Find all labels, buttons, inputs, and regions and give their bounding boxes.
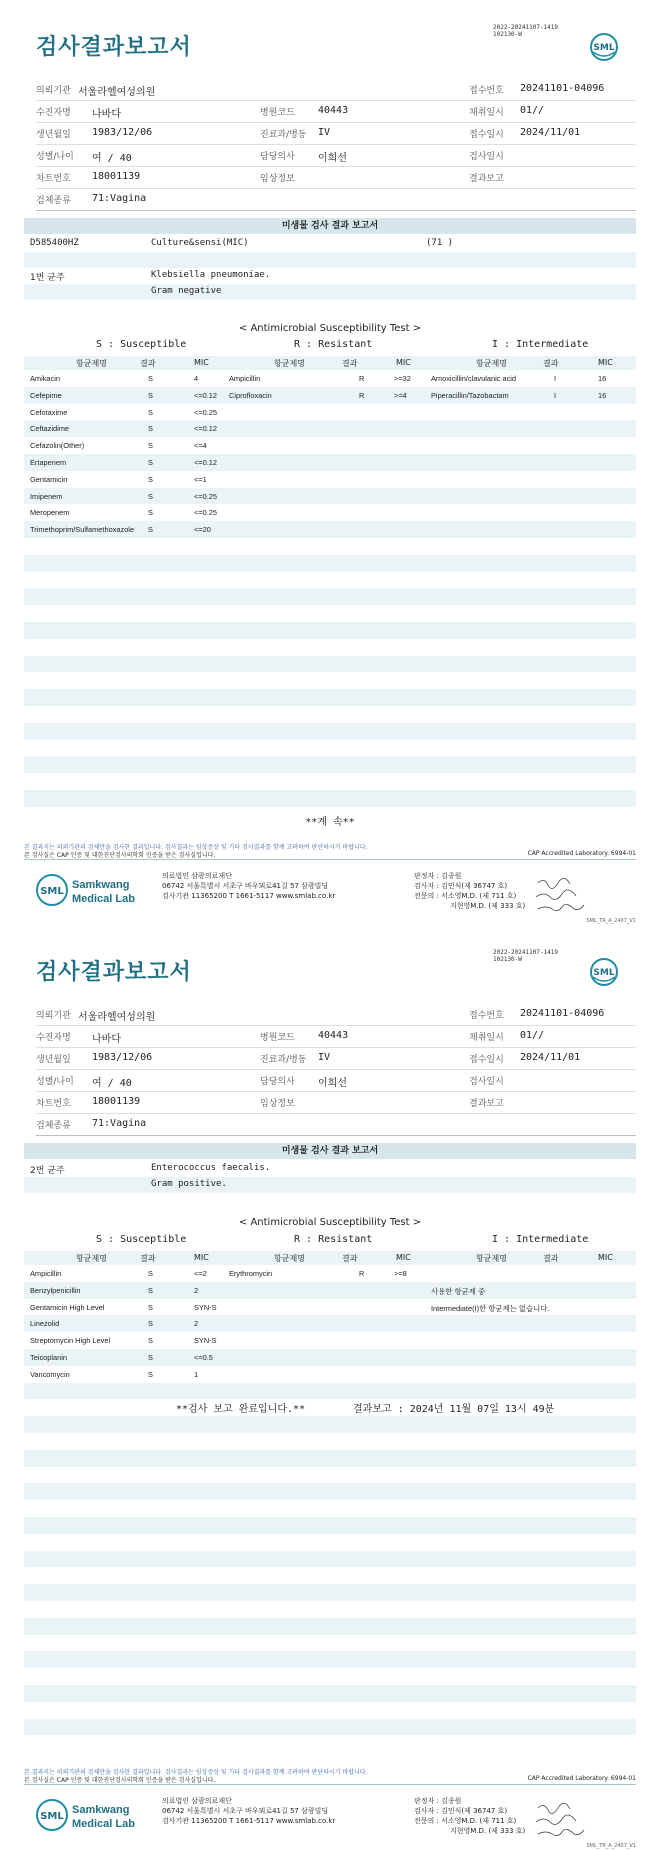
patient-value: 나바다	[92, 109, 121, 120]
blank-line	[24, 252, 636, 268]
ast-result-cell: S	[148, 508, 153, 518]
table-row	[24, 454, 636, 471]
addr-line-2: 06742 서울특별시 서초구 바우뫼로41길 57 삼광빌딩	[162, 882, 329, 890]
col-result-1: 결과	[140, 359, 156, 368]
ast-note: Intermediate(I)한 항균제는 없습니다.	[431, 1303, 550, 1313]
col-mic-2: MIC	[396, 358, 411, 367]
receipt-label: 접수번호	[469, 86, 504, 96]
receipt-value: 20241101-04096	[520, 83, 605, 94]
organism-name: Klebsiella pneumoniae.	[151, 270, 271, 280]
addr-line-3: 검사기관 11365200 T 1661-5117 www.smlab.co.kr	[162, 1817, 336, 1825]
birth-label: 생년월일	[36, 1055, 71, 1065]
col-result-1: 결과	[140, 1254, 156, 1263]
legend-resistant: R : Resistant	[294, 1234, 373, 1245]
table-row	[24, 1702, 636, 1719]
sml-footer-logo-icon	[34, 870, 146, 912]
blank-line	[24, 300, 636, 316]
table-row	[24, 1735, 636, 1752]
ast-mic-cell: <=20	[194, 525, 211, 535]
ast-mic-cell: 16	[598, 374, 607, 383]
chart-label: 차트번호	[36, 1099, 71, 1109]
col-drug-2: 항균제명	[274, 359, 305, 368]
chart-label: 차트번호	[36, 174, 71, 184]
table-row	[24, 1450, 636, 1467]
footer-logo-text: SML	[40, 1811, 64, 1822]
doc-number-line2: 102130-W	[493, 956, 522, 963]
patient-label: 수진자명	[36, 1033, 71, 1043]
table-row	[24, 488, 636, 505]
ast-result-cell: S	[148, 424, 153, 434]
col-mic-3: MIC	[598, 358, 613, 367]
sexage-value: 여 / 40	[92, 1078, 132, 1089]
table-row	[24, 689, 636, 706]
report-title: 검사결과보고서	[36, 35, 192, 60]
received-value: 2024/11/01	[520, 1052, 581, 1063]
info-row	[36, 145, 636, 167]
ast-drug-cell: Ampicillin	[229, 374, 261, 383]
ast-result-cell: S	[148, 1336, 153, 1346]
receipt-value: 20241101-04096	[520, 1008, 605, 1019]
specimen-value: 71:Vagina	[92, 193, 147, 204]
organism-label: 2번 균주	[30, 1166, 65, 1176]
hospital-code-label: 병원코드	[260, 108, 295, 118]
table-row	[24, 1500, 636, 1517]
ast-mic-cell: <=0.12	[194, 390, 218, 400]
sign-line-2: 검사자 : 김민식(제 36747 호)	[414, 1807, 508, 1815]
notice-line-1: 본 결과지는 의뢰기관의 검체만을 검사한 결과입니다. 검사결과는 임상증상 및 기타 검사결과를 함께 고려하여 판단하시기 바랍니다.	[24, 1769, 368, 1776]
sign-line-1: 판정자 : 김종원	[414, 872, 462, 880]
info-row	[36, 1026, 636, 1048]
company-name-1: Samkwang	[72, 879, 130, 891]
ast-drug-cell: Ciprofloxacin	[229, 390, 272, 400]
legend-susceptible: S : Susceptible	[96, 339, 187, 350]
col-mic-3: MIC	[598, 1253, 613, 1262]
table-row	[24, 1299, 636, 1316]
table-row	[24, 1433, 636, 1450]
cap-accredited: CAP Accredited Laboratory. 6994-01	[527, 1775, 636, 1782]
ast-mic-cell: <=4	[194, 441, 207, 451]
table-row	[24, 1601, 636, 1618]
requester-label: 의뢰기관	[36, 86, 71, 96]
organism-info	[24, 1161, 636, 1209]
table-row	[24, 1483, 636, 1500]
table-row	[24, 555, 636, 572]
sign-line-2: 검사자 : 김민식(제 36747 호)	[414, 882, 508, 890]
hospital-code-value: 40443	[318, 105, 349, 116]
ast-result-cell: S	[148, 491, 153, 501]
organism-gram: Gram positive.	[151, 1179, 227, 1189]
received-value: 2024/11/01	[520, 127, 581, 138]
ast-result-cell: I	[554, 374, 557, 383]
ast-drug-cell: Amikacin	[30, 374, 60, 383]
specimen-value: 71:Vagina	[92, 1118, 147, 1129]
col-result-2: 결과	[342, 359, 358, 368]
ast-drug-cell: Trimethoprim/Sulfamethoxazole	[30, 525, 135, 535]
ast-result-cell: S	[148, 407, 153, 417]
organism-gram: Gram negative	[151, 286, 222, 296]
doctor-label: 담당의사	[260, 152, 295, 162]
clinical-label: 임상정보	[260, 174, 295, 184]
ast-result-cell: S	[148, 1352, 153, 1362]
ast-mic-cell: >=4	[394, 390, 407, 400]
ast-result-cell: R	[359, 1269, 365, 1278]
table-row	[24, 1315, 636, 1332]
test-code: D585400HZ	[30, 238, 79, 248]
col-mic-2: MIC	[396, 1253, 411, 1262]
info-row	[36, 189, 636, 211]
specimen-label: 검체종류	[36, 1121, 71, 1131]
col-drug-3: 항균제명	[476, 1254, 507, 1263]
table-row	[24, 1517, 636, 1534]
info-row	[36, 1048, 636, 1070]
doc-number-line1: 2022-20241107-1419	[493, 24, 559, 31]
sign-line-3: 전문의 : 서소영M.D. (제 711 호)	[414, 892, 517, 900]
footer-divider	[24, 859, 636, 860]
signature-icon	[534, 1800, 624, 1845]
collect-value: 01//	[520, 105, 545, 116]
chart-value: 18001139	[92, 171, 141, 182]
doctor-value: 이희선	[318, 153, 347, 164]
ast-mic-cell: 4	[194, 374, 199, 383]
table-row	[24, 790, 636, 807]
report-time: 결과보고 : 2024년 11월 07일 13시 49분	[353, 1404, 555, 1415]
ast-result-cell: R	[359, 374, 365, 383]
ast-table-head	[24, 1251, 636, 1265]
ast-drug-cell: Linezolid	[30, 1319, 60, 1329]
ast-result-cell: R	[359, 390, 365, 400]
patient-value: 나바다	[92, 1034, 121, 1045]
test-date-label: 검사일시	[469, 152, 504, 162]
sexage-label: 성별/나이	[36, 1077, 74, 1087]
test-name: Culture&sensi(MIC)	[151, 238, 249, 248]
dept-value: IV	[318, 127, 331, 138]
ast-drug-cell: Amoxicillin/clavulanic acid	[431, 374, 517, 383]
info-row	[36, 123, 636, 145]
table-row	[24, 605, 636, 622]
hospital-code-label: 병원코드	[260, 1033, 295, 1043]
ast-result-cell: S	[148, 390, 153, 400]
dept-value: IV	[318, 1052, 331, 1063]
table-row	[24, 706, 636, 723]
info-row	[36, 1114, 636, 1136]
table-row	[24, 538, 636, 555]
table-row	[24, 1618, 636, 1635]
ast-mic-cell: <=1	[194, 474, 207, 484]
table-row	[24, 420, 636, 437]
info-row	[36, 1070, 636, 1092]
addr-line-2: 06742 서울특별시 서초구 바우뫼로41길 57 삼광빌딩	[162, 1807, 329, 1815]
ast-result-cell: I	[554, 390, 557, 400]
table-row	[24, 1467, 636, 1484]
col-drug-3: 항균제명	[476, 359, 507, 368]
ast-rows	[24, 370, 636, 807]
sml-footer-logo-icon	[34, 1795, 146, 1837]
col-mic-1: MIC	[194, 358, 209, 367]
gram-line	[24, 1177, 636, 1193]
table-row	[24, 773, 636, 790]
table-row	[24, 1366, 636, 1383]
patient-info	[36, 1004, 636, 1136]
info-row	[36, 101, 636, 123]
ast-mic-cell: 2	[194, 1319, 199, 1329]
clinical-label: 임상정보	[260, 1099, 295, 1109]
dept-label: 진료과/병동	[260, 130, 307, 140]
table-row	[24, 1685, 636, 1702]
report-title: 검사결과보고서	[36, 960, 192, 985]
lab-address	[162, 871, 335, 901]
birth-value: 1983/12/06	[92, 127, 153, 138]
ast-result-cell: S	[148, 1269, 153, 1278]
signers	[414, 1796, 525, 1836]
sign-line-4: 지현영M.D. (제 333 호)	[450, 902, 526, 910]
table-row	[24, 1265, 636, 1282]
complete-text: **검사 보고 완료입니다.**	[176, 1404, 306, 1415]
legend-resistant: R : Resistant	[294, 339, 373, 350]
ast-result-cell: S	[148, 1302, 153, 1312]
specimen-label: 검체종류	[36, 196, 71, 206]
ast-drug-cell: Ceftazidime	[30, 424, 70, 434]
ast-drug-cell: Meropenem	[30, 508, 70, 518]
sml-logo-icon	[589, 32, 619, 62]
ast-drug-cell: Ampicillin	[30, 1269, 62, 1278]
continue-text: **계 속**	[305, 817, 355, 828]
gram-line	[24, 284, 636, 300]
test-count: (71 )	[426, 238, 454, 248]
organism-line	[24, 268, 636, 284]
doc-number-line2: 102130-W	[493, 31, 522, 38]
doc-number	[493, 949, 558, 963]
ast-result-cell: S	[148, 1369, 153, 1379]
test-date-label: 검사일시	[469, 1077, 504, 1087]
ast-drug-cell: Streptomycin High Level	[30, 1336, 111, 1346]
addr-line-1: 의료법인 삼광의료재단	[162, 1797, 232, 1805]
report-label: 결과보고	[469, 174, 504, 184]
hospital-code-value: 40443	[318, 1030, 349, 1041]
ast-result-cell: S	[148, 457, 153, 467]
doctor-label: 담당의사	[260, 1077, 295, 1087]
table-row	[24, 1349, 636, 1366]
doc-number	[493, 24, 558, 38]
ast-mic-cell: 16	[598, 390, 607, 400]
ast-mic-cell: <=0.12	[194, 457, 218, 467]
signers	[414, 871, 525, 911]
table-row	[24, 521, 636, 538]
form-code: SML_TR_A_2407_V1	[586, 918, 636, 924]
received-label: 접수일시	[469, 1055, 504, 1065]
ast-rows	[24, 1265, 636, 1752]
collect-label: 채취일시	[469, 1033, 504, 1043]
table-row	[24, 656, 636, 673]
sexage-label: 성별/나이	[36, 152, 74, 162]
table-row	[24, 504, 636, 521]
ast-mic-cell: <=0.25	[194, 491, 218, 501]
info-row	[36, 1004, 636, 1026]
table-row	[24, 1567, 636, 1584]
sign-line-4: 지현영M.D. (제 333 호)	[450, 1827, 526, 1835]
ast-note: 사용한 항균제 중	[431, 1286, 486, 1296]
table-row	[24, 1719, 636, 1736]
ast-mic-cell: >=32	[394, 374, 411, 383]
ast-drug-cell: Ertapenem	[30, 457, 67, 467]
info-row	[36, 167, 636, 189]
test-info	[24, 236, 636, 316]
info-row	[36, 79, 636, 101]
section-title: 미생물 검사 결과 보고서	[24, 218, 636, 234]
notice-line-1: 본 결과지는 의뢰기관의 검체만을 검사한 결과입니다. 검사결과는 임상증상 및 기타 검사결과를 함께 고려하여 판단하시기 바랍니다.	[24, 844, 368, 851]
requester-label: 의뢰기관	[36, 1011, 71, 1021]
col-drug-1: 항균제명	[76, 359, 107, 368]
col-drug-1: 항균제명	[76, 1254, 107, 1263]
dept-label: 진료과/병동	[260, 1055, 307, 1065]
legend-susceptible: S : Susceptible	[96, 1234, 187, 1245]
notice-line-2: 본 검사실은 CAP 인증 및 대한진단검사의학회 인증을 받은 검사실입니다.	[24, 852, 216, 859]
sexage-value: 여 / 40	[92, 153, 132, 164]
footer-logo-text: SML	[40, 886, 64, 897]
table-row	[24, 1668, 636, 1685]
requester-value: 서울라헬여성의원	[78, 87, 156, 98]
ast-mic-cell: <=0.12	[194, 424, 218, 434]
lab-address	[162, 1796, 335, 1826]
table-row	[24, 1651, 636, 1668]
report-page-2	[0, 925, 655, 1850]
ast-drug-cell: Cefepime	[30, 390, 62, 400]
received-label: 접수일시	[469, 130, 504, 140]
doc-number-line1: 2022-20241107-1419	[493, 949, 559, 956]
ast-mic-cell: <=0.5	[194, 1352, 213, 1362]
table-row	[24, 1551, 636, 1568]
table-row	[24, 1332, 636, 1349]
ast-result-cell: S	[148, 441, 153, 451]
sign-line-3: 전문의 : 서소영M.D. (제 711 호)	[414, 1817, 517, 1825]
test-line	[24, 236, 636, 252]
ast-title: < Antimicrobial Susceptibility Test >	[238, 323, 422, 334]
ast-mic-cell: 1	[194, 1369, 199, 1379]
ast-mic-cell: SYN-S	[194, 1302, 217, 1312]
table-row	[24, 404, 636, 421]
ast-drug-cell: Teicoplanin	[30, 1352, 67, 1362]
table-row	[24, 370, 636, 387]
chart-value: 18001139	[92, 1096, 141, 1107]
ast-mic-cell: >=8	[394, 1269, 407, 1278]
table-row	[24, 572, 636, 589]
ast-drug-cell: Cefotaxime	[30, 407, 68, 417]
table-row	[24, 723, 636, 740]
section-title: 미생물 검사 결과 보고서	[24, 1143, 636, 1159]
collect-label: 채취일시	[469, 108, 504, 118]
legend-intermediate: I : Intermediate	[492, 1234, 589, 1245]
col-mic-1: MIC	[194, 1253, 209, 1262]
ast-result-cell: S	[148, 525, 153, 535]
notice-line-2: 본 검사실은 CAP 인증 및 대한진단검사의학회 인증을 받은 검사실입니다.	[24, 1777, 216, 1784]
company-name-2: Medical Lab	[72, 1818, 135, 1830]
ast-mic-cell: <=0.25	[194, 508, 218, 518]
ast-drug-cell: Piperacillin/Tazobactam	[431, 390, 509, 400]
ast-drug-cell: Imipenem	[30, 491, 63, 501]
table-row	[24, 387, 636, 404]
requester-value: 서울라헬여성의원	[78, 1012, 156, 1023]
table-row	[24, 1383, 636, 1400]
company-name-2: Medical Lab	[72, 893, 135, 905]
ast-drug-cell: Benzylpenicillin	[30, 1285, 81, 1295]
info-row	[36, 1092, 636, 1114]
table-row	[24, 740, 636, 757]
table-row	[24, 622, 636, 639]
table-row	[24, 672, 636, 689]
ast-mic-cell: <=0.25	[194, 407, 218, 417]
signature-icon	[534, 875, 624, 920]
organism-name: Enterococcus faecalis.	[151, 1163, 271, 1173]
sign-line-1: 판정자 : 김종원	[414, 1797, 462, 1805]
table-row	[24, 756, 636, 773]
logo-text: SML	[593, 968, 615, 978]
receipt-label: 접수번호	[469, 1011, 504, 1021]
patient-label: 수진자명	[36, 108, 71, 118]
ast-mic-cell: 2	[194, 1285, 199, 1295]
collect-value: 01//	[520, 1030, 545, 1041]
addr-line-3: 검사기관 11365200 T 1661-5117 www.smlab.co.kr	[162, 892, 336, 900]
col-drug-2: 항균제명	[274, 1254, 305, 1263]
organism-label: 1번 균주	[30, 273, 65, 283]
ast-result-cell: S	[148, 474, 153, 484]
ast-result-cell: S	[148, 1319, 153, 1329]
ast-drug-cell: Vancomycin	[30, 1369, 70, 1379]
form-code: SML_TR_A_2407_V1	[586, 1843, 636, 1849]
table-row	[24, 639, 636, 656]
table-row	[24, 1282, 636, 1299]
logo-text: SML	[593, 43, 615, 53]
ast-drug-cell: Erythromycin	[229, 1269, 273, 1278]
table-row	[24, 1584, 636, 1601]
birth-value: 1983/12/06	[92, 1052, 153, 1063]
cap-accredited: CAP Accredited Laboratory. 6994-01	[527, 850, 636, 857]
blank-line	[24, 1193, 636, 1209]
ast-result-cell: S	[148, 1285, 153, 1295]
addr-line-1: 의료법인 삼광의료재단	[162, 872, 232, 880]
footer-divider	[24, 1784, 636, 1785]
ast-drug-cell: Cefazolin(Other)	[30, 441, 85, 451]
ast-result-cell: S	[148, 374, 153, 383]
ast-table-head	[24, 356, 636, 370]
table-row	[24, 1416, 636, 1433]
legend-intermediate: I : Intermediate	[492, 339, 589, 350]
col-result-3: 결과	[543, 359, 559, 368]
ast-mic-cell: <=2	[194, 1269, 207, 1278]
birth-label: 생년월일	[36, 130, 71, 140]
organism-line	[24, 1161, 636, 1177]
doctor-value: 이희선	[318, 1078, 347, 1089]
col-result-3: 결과	[543, 1254, 559, 1263]
table-row	[24, 588, 636, 605]
table-row	[24, 471, 636, 488]
ast-title: < Antimicrobial Susceptibility Test >	[238, 1217, 422, 1228]
col-result-2: 결과	[342, 1254, 358, 1263]
table-row	[24, 1635, 636, 1652]
table-row	[24, 1534, 636, 1551]
company-name-1: Samkwang	[72, 1804, 130, 1816]
sml-logo-icon	[589, 957, 619, 987]
patient-info	[36, 79, 636, 211]
table-row	[24, 437, 636, 454]
ast-drug-cell: Gentamicin	[30, 474, 68, 484]
report-label: 결과보고	[469, 1099, 504, 1109]
ast-mic-cell: SYN-S	[194, 1336, 217, 1346]
ast-drug-cell: Gentamicin High Level	[30, 1302, 105, 1312]
